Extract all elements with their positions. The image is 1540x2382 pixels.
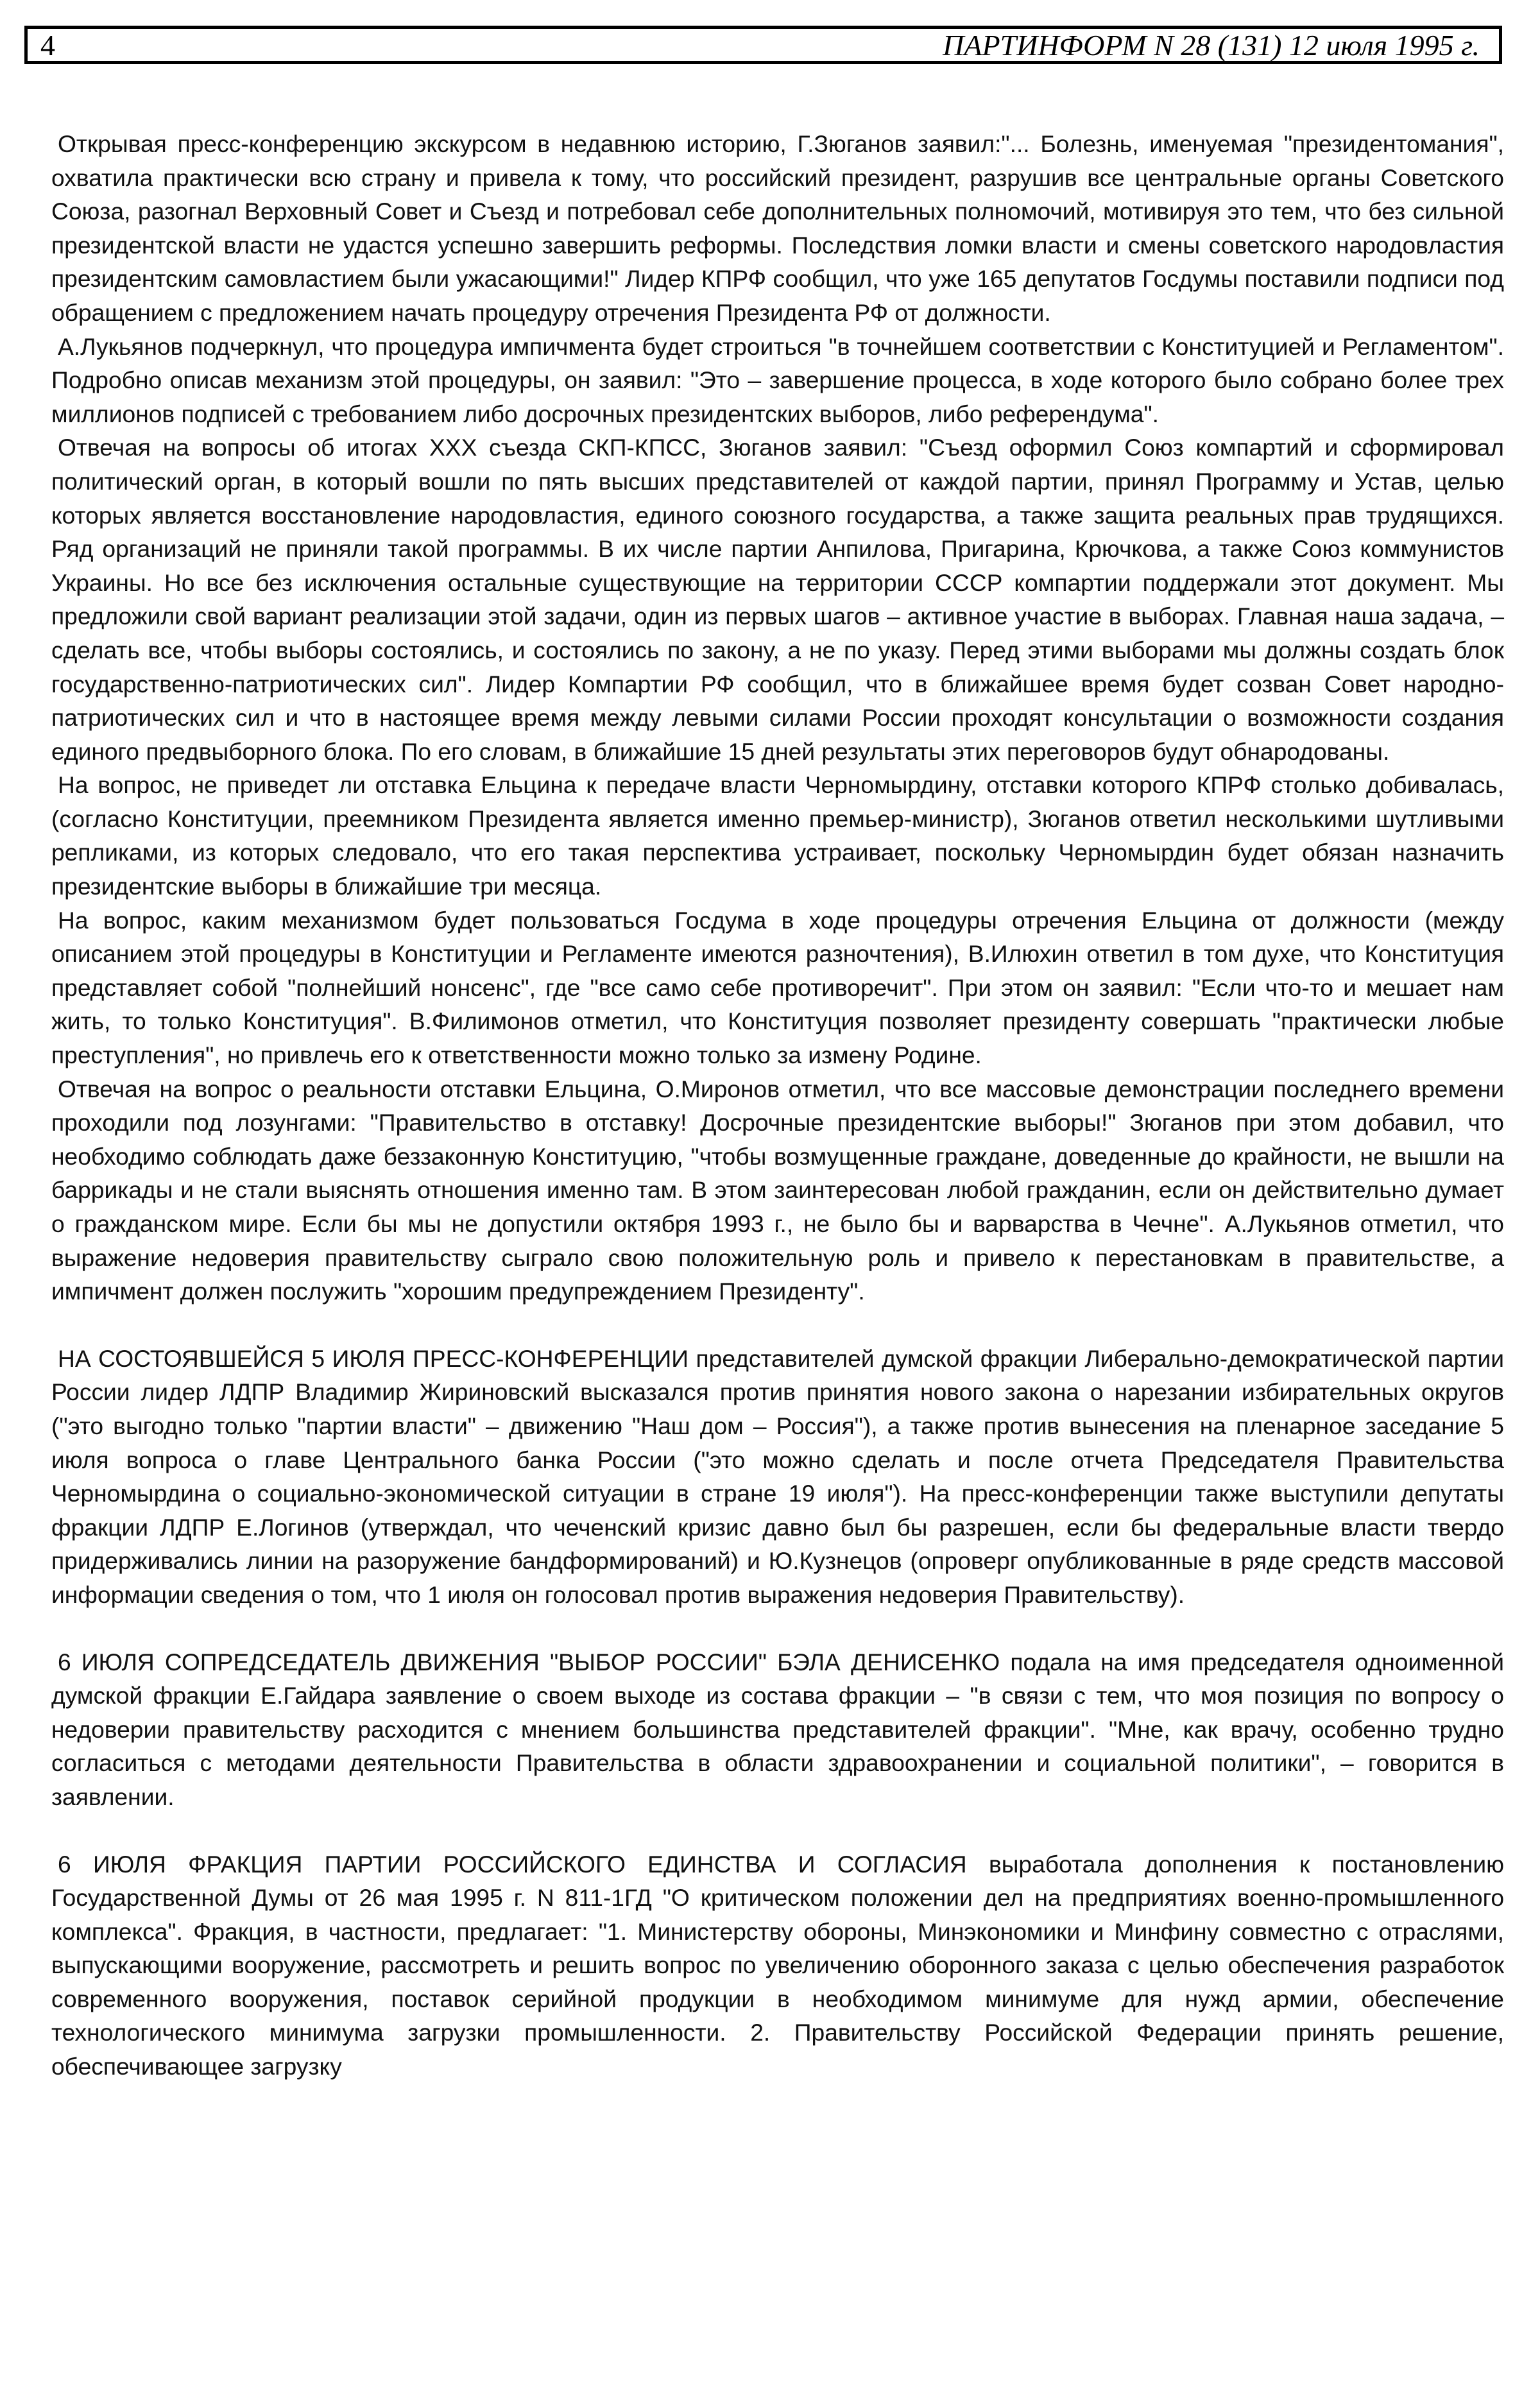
paragraph-lukyanov-impeachment: А.Лукьянов подчеркнул, что процедура импичмента будет строиться "в точнейшем соответствии с Конституцией и Регламентом". Подробно описав механизм этой процедуры, он заявил: "Это – завершение процесса, в ходе которого было собрано более трех миллионов подписей с требованием либо досрочных президентских выборов, либо референдума". (51, 332, 1504, 427)
article-body (51, 127, 1504, 2084)
paragraph-ldpr-press-conference: НА СОСТОЯВШЕЙСЯ 5 ИЮЛЯ ПРЕСС-КОНФЕРЕНЦИИ представителей думской фракции Либерально-демократической партии России лидер ЛДПР Владимир Жириновский высказался против принятия нового закона о нарезании избирательных округов ("это выгодно только "партии власти" – движению "Наш дом – Россия"), а также против вынесения на пленарное заседание 5 июля вопроса о главе Центрального банка России ("это можно сделать и после отчета Председателя Правительства Черномырдина о социально-экономической ситуации в стране 19 июля"). На пресс-конференции также выступили депутаты фракции ЛДПР Е.Логинов (утверждал, что чеченский кризис давно был бы разрешен, если бы федеральные власти твердо придерживались линии на разоружение бандформирований) и Ю.Кузнецов (опроверг опубликованные в ряде средств массовой информации сведения о том, что 1 июля он голосовал против выражения недоверия Правительству). (51, 1344, 1504, 1608)
paragraph-duma-procedure: На вопрос, каким механизмом будет пользоваться Госдума в ходе процедуры отречения Ельцина от должности (между описанием этой процедуры в Конституции и Регламенте имеются разночтения), В.Илюхин ответил в том духе, что Конституция представляет собой "полнейший нонсенс", где "все само себе противоречит". При этом он заявил: "Если что-то и мешает нам жить, то только Конституция". В.Филимонов отметил, что Конституция позволяет президенту совершать "практически любые преступления", но привлечь его к ответственности можно только за измену Родине. (51, 906, 1504, 1069)
paragraph-chernomyrdin-question: На вопрос, не приведет ли отставка Ельцина к передаче власти Черномырдину, отставки которого КПРФ столько добивалась, (согласно Конституции, преемником Президента является именно премьер-министр), Зюганов ответил несколькими шутливыми репликами, из которых следовало, что его такая перспектива устраивает, поскольку Черномырдин будет обязан назначить президентские выборы в ближайшие три месяца. (51, 771, 1504, 900)
publication-title: ПАРТИНФОРМ N 28 (131) 12 июля 1995 г. (943, 28, 1480, 62)
paragraph-resignation-reality: Отвечая на вопрос о реальности отставки Ельцина, О.Миронов отметил, что все массовые демонстрации последнего времени проходили под лозунгами: "Правительство в отставку! Досрочные президентские выборы!" Зюганов при этом добавил, что необходимо соблюдать даже беззаконную Конституцию, "чтобы возмущенные граждане, доведенные до крайности, не вышли на баррикады и не стали выяснять отношения именно там. В этом заинтересован любой гражданин, если он действительно думает о гражданском мире. Если бы мы не допустили октября 1993 г., не было бы и варварства в Чечне". А.Лукьянов отметил, что выражение недоверия правительству сыграло свою положительную роль и привело к перестановкам в правительстве, а импичмент должен послужить "хорошим предупреждением Президенту". (51, 1075, 1504, 1305)
paragraph-denisenko-statement: 6 ИЮЛЯ СОПРЕДСЕДАТЕЛЬ ДВИЖЕНИЯ "ВЫБОР РОССИИ" БЭЛА ДЕНИСЕНКО подала на имя председателя одноименной думской фракции Е.Гайдара заявление о своем выходе из состава фракции – "в связи с тем, что моя позиция по вопросу о недоверии правительству расходится с мнением большинства представителей фракции". "Мне, как врачу, особенно трудно согласиться с методами деятельности Правительства в области здравоохранении и социальной политики", – говорится в заявлении. (51, 1648, 1504, 1810)
page-header (24, 26, 1502, 64)
paragraph-xxx-congress: Отвечая на вопросы об итогах XXX съезда СКП-КПСС, Зюганов заявил: "Съезд оформил Союз компартий и сформировал политический орган, в который вошли по пять высших представителей от каждой партии, принял Программу и Устав, целью которых является восстановление народовластия, единого союзного государства, а также защита реальных прав трудящихся. Ряд организаций не приняли такой программы. В их числе партии Анпилова, Пригарина, Крючкова, а также Союз коммунистов Украины. Но все без исключения остальные существующие на территории СССР компартии поддержали этот документ. Мы предложили свой вариант реализации этой задачи, один из первых шагов – активное участие в выборах. Главная наша задача, – сделать все, чтобы выборы состоялись, и состоялись по закону, а не по указу. Перед этими выборами мы должны создать блок государственно-патриотических сил". Лидер Компартии РФ сообщил, что в ближайшее время будет созван Совет народно-патриотических сил и что в настоящее время между левыми силами России проходят консультации о возможности создания единого предвыборного блока. По его словам, в ближайшие 15 дней результаты этих переговоров будут обнародованы. (51, 434, 1504, 765)
paragraph-pres-amendments: 6 ИЮЛЯ ФРАКЦИЯ ПАРТИИ РОССИЙСКОГО ЕДИНСТВА И СОГЛАСИЯ выработала дополнения к постановлению Государственной Думы от 26 мая 1995 г. N 811-1ГД "О критическом положении дел на предприятиях военно-промышленного комплекса". Фракция, в частности, предлагает: "1. Министерству обороны, Минэкономики и Минфину совместно с отраслями, выпускающими вооружение, рассмотреть и решить вопрос по увеличению оборонного заказа с целью обеспечения разработок современного вооружения, поставок серийной продукции в необходимом минимуме для нужд армии, обеспечение технологического минимума загрузки промышленности. 2. Правительству Российской Федерации принять решение, обеспечивающее загрузку (51, 1850, 1504, 2080)
paragraph-zyuganov-opening: Открывая пресс-конференцию экскурсом в недавнюю историю, Г.Зюганов заявил:"... Болезнь, именуемая "президентомания", охватила практически всю страну и привела к тому, что российский президент, разрушив все центральные органы Советского Союза, разогнал Верховный Совет и Съезд и потребовал себе дополнительных полномочий, мотивируя это тем, что без сильной президентской власти не удастся успешно завершить реформы. Последствия ломки власти и смены советского народовластия президентским самовластием были ужасающими!" Лидер КПРФ сообщил, что уже 165 депутатов Госдумы поставили подписи под обращением с предложением начать процедуру отречения Президента РФ от должности. (51, 130, 1504, 326)
page-number: 4 (40, 28, 55, 62)
